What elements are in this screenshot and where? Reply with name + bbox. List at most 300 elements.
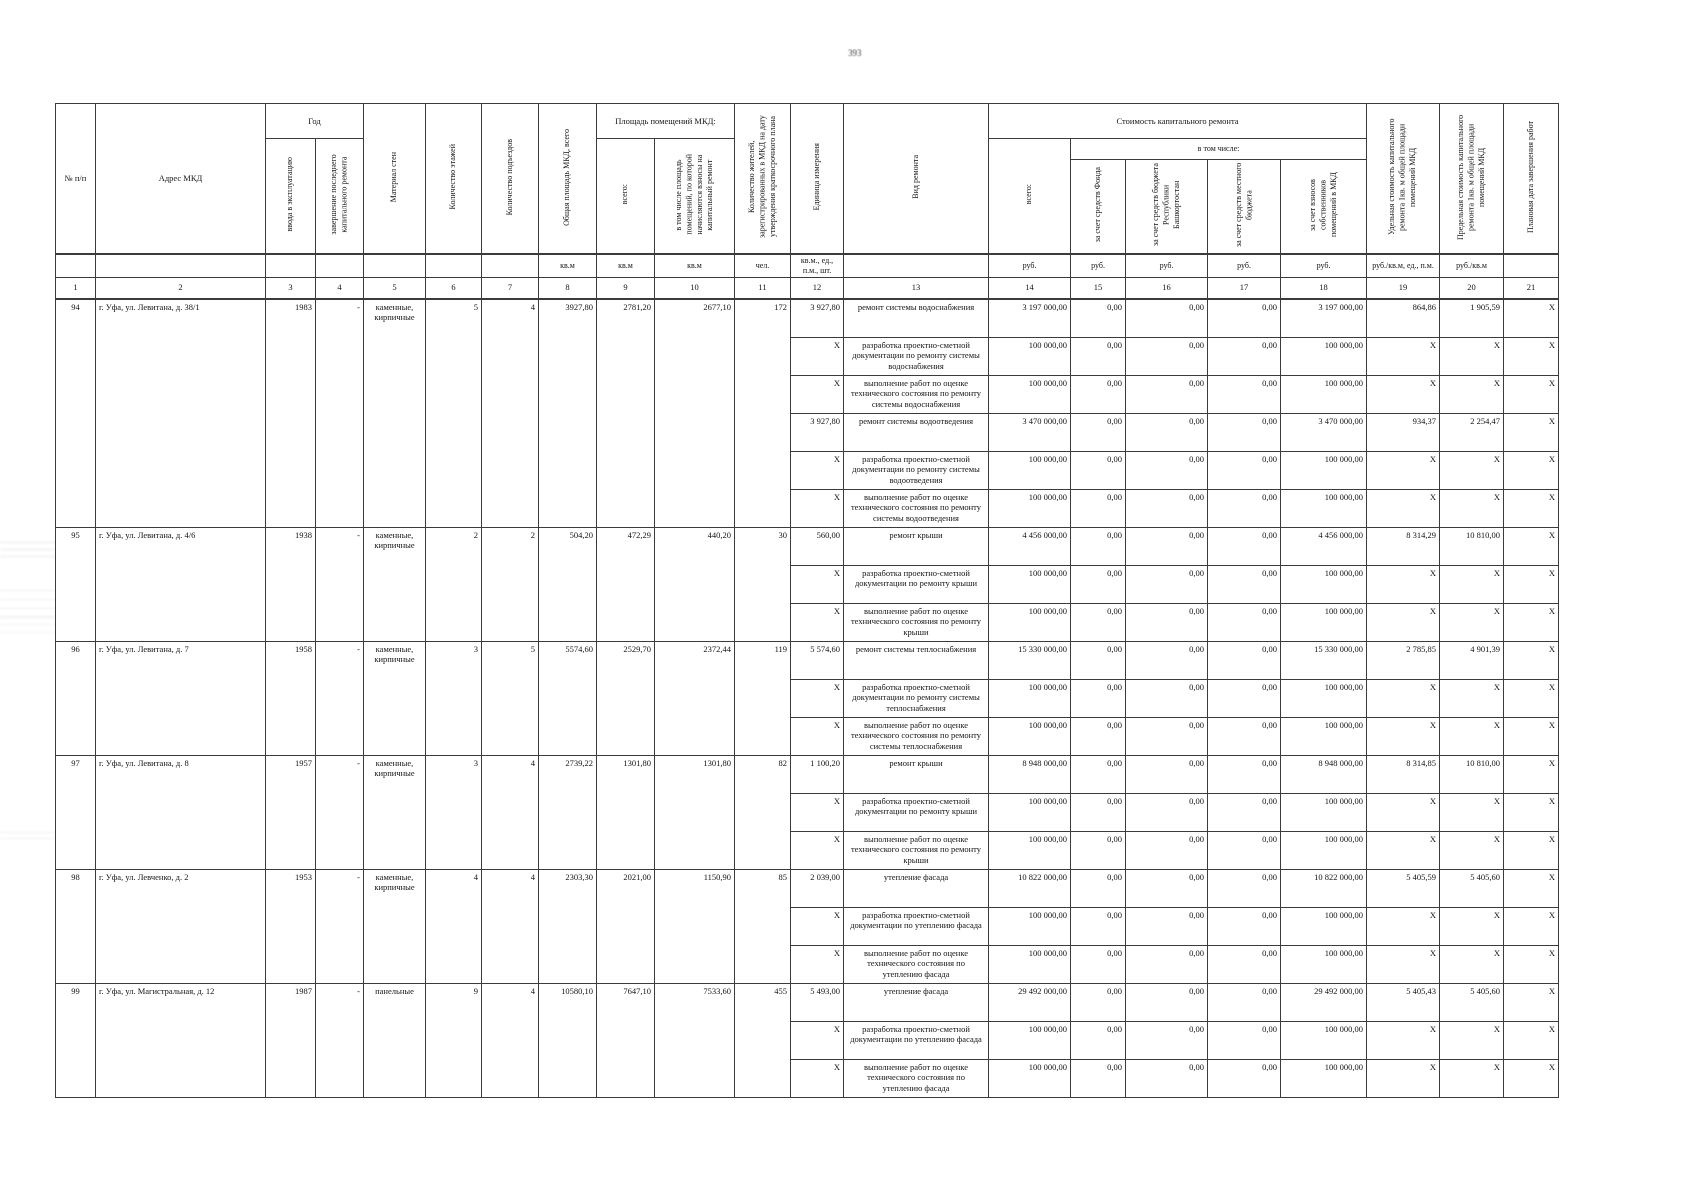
cost-fund-cell: 0,00 [1071, 641, 1126, 679]
max-cost-cell: 4 901,39 [1440, 641, 1504, 679]
cost-rb-budget-cell: 0,00 [1126, 565, 1208, 603]
floors-cell: 3 [426, 755, 482, 869]
unit-cost-cell: 934,37 [1367, 413, 1440, 451]
end-date-cell: X [1504, 945, 1559, 983]
max-cost-cell: 2 254,47 [1440, 413, 1504, 451]
max-cost-cell: X [1440, 831, 1504, 869]
cost-fund-cell: 0,00 [1071, 451, 1126, 489]
cost-rb-budget-cell: 0,00 [1126, 793, 1208, 831]
unit-cell-col-15: руб. [1071, 254, 1126, 278]
cost-rb-budget-cell: 0,00 [1126, 907, 1208, 945]
entrances-cell: 4 [482, 299, 539, 528]
premises-area-cell: 7647,10 [597, 983, 655, 1097]
work-qty-cell: X [791, 1021, 844, 1059]
cost-total-cell: 100 000,00 [989, 565, 1071, 603]
work-type-cell: разработка проектно-сметной документации по ремонту крыши [844, 565, 989, 603]
address-cell: г. Уфа, ул. Левитана, д. 38/1 [96, 299, 266, 528]
cost-total-cell: 100 000,00 [989, 679, 1071, 717]
num-cell: 94 [56, 299, 96, 528]
cost-total-cell: 10 822 000,00 [989, 869, 1071, 907]
cost-local-budget-cell: 0,00 [1208, 565, 1281, 603]
capital-repair-plan-table [55, 103, 1559, 1098]
unit-cost-cell: X [1367, 603, 1440, 641]
end-date-cell: X [1504, 679, 1559, 717]
cost-fund-cell: 0,00 [1071, 679, 1126, 717]
cost-owners-cell: 4 456 000,00 [1281, 527, 1367, 565]
unit-cell-col-4 [316, 254, 364, 278]
cost-total-cell: 100 000,00 [989, 831, 1071, 869]
work-qty-cell: X [791, 945, 844, 983]
work-type-cell: ремонт крыши [844, 755, 989, 793]
cost-local-budget-cell: 0,00 [1208, 451, 1281, 489]
end-date-cell: X [1504, 793, 1559, 831]
work-qty-cell: 3 927,80 [791, 413, 844, 451]
unit-cell-col-20: руб./кв.м [1440, 254, 1504, 278]
year-built-cell: 1938 [266, 527, 316, 641]
cost-owners-cell: 15 330 000,00 [1281, 641, 1367, 679]
capital-repair-plan-table-wrap [55, 103, 1559, 1098]
work-type-cell: выполнение работ по оценке технического состояния по утеплению фасада [844, 1059, 989, 1097]
unit-cell-col-14: руб. [989, 254, 1071, 278]
cost-rb-budget-cell: 0,00 [1126, 983, 1208, 1021]
cost-total-cell: 100 000,00 [989, 375, 1071, 413]
year-last-repair-cell: - [316, 527, 364, 641]
contrib-area-cell: 440,20 [655, 527, 735, 641]
wall-material-cell: каменные, кирпичные [364, 299, 426, 528]
premises-area-cell: 1301,80 [597, 755, 655, 869]
max-cost-cell: X [1440, 1059, 1504, 1097]
header-premises-total: всего: [597, 139, 655, 254]
premises-area-cell: 2529,70 [597, 641, 655, 755]
cost-rb-budget-cell: 0,00 [1126, 451, 1208, 489]
wall-material-cell: панельные [364, 983, 426, 1097]
cost-total-cell: 100 000,00 [989, 793, 1071, 831]
year-built-cell: 1987 [266, 983, 316, 1097]
colnum-cell-14: 14 [989, 277, 1071, 299]
cost-owners-cell: 100 000,00 [1281, 1059, 1367, 1097]
entrances-cell: 5 [482, 641, 539, 755]
cost-rb-budget-cell: 0,00 [1126, 945, 1208, 983]
building-row [56, 869, 1559, 907]
year-last-repair-cell: - [316, 755, 364, 869]
building-row [56, 755, 1559, 793]
header-contrib-area: в том числе площадь помещений, по которой начисляются взносы на капитальный ремонт [655, 139, 735, 254]
address-cell: г. Уфа, ул. Магистральная, д. 12 [96, 983, 266, 1097]
header-end-date: Плановая дата завершения работ [1504, 104, 1559, 254]
header-entrances: Количество подъездов [482, 104, 539, 254]
cost-owners-cell: 3 470 000,00 [1281, 413, 1367, 451]
colnum-cell-13: 13 [844, 277, 989, 299]
unit-cell-col-9: кв.м [597, 254, 655, 278]
unit-cost-cell: X [1367, 793, 1440, 831]
year-last-repair-cell: - [316, 641, 364, 755]
unit-cell-col-7 [482, 254, 539, 278]
cost-fund-cell: 0,00 [1071, 527, 1126, 565]
residents-cell: 30 [735, 527, 791, 641]
work-type-cell: ремонт системы водоотведения [844, 413, 989, 451]
max-cost-cell: X [1440, 489, 1504, 527]
contrib-area-cell: 2677,10 [655, 299, 735, 528]
max-cost-cell: X [1440, 375, 1504, 413]
max-cost-cell: X [1440, 679, 1504, 717]
total-area-cell: 5574,60 [539, 641, 597, 755]
contrib-area-cell: 2372,44 [655, 641, 735, 755]
cost-owners-cell: 100 000,00 [1281, 489, 1367, 527]
work-qty-cell: 3 927,80 [791, 299, 844, 338]
cost-owners-cell: 100 000,00 [1281, 603, 1367, 641]
header-work-type: Вид ремонта [844, 104, 989, 254]
building-row [56, 641, 1559, 679]
colnum-cell-19: 19 [1367, 277, 1440, 299]
work-qty-cell: X [791, 603, 844, 641]
unit-cell-col-13 [844, 254, 989, 278]
wall-material-cell: каменные, кирпичные [364, 755, 426, 869]
work-qty-cell: X [791, 451, 844, 489]
work-type-cell: утепление фасада [844, 983, 989, 1021]
unit-cell-col-17: руб. [1208, 254, 1281, 278]
work-qty-cell: 1 100,20 [791, 755, 844, 793]
work-type-cell: выполнение работ по оценке технического состояния по ремонту системы водоотведения [844, 489, 989, 527]
cost-fund-cell: 0,00 [1071, 983, 1126, 1021]
cost-rb-budget-cell: 0,00 [1126, 831, 1208, 869]
address-cell: г. Уфа, ул. Левитана, д. 8 [96, 755, 266, 869]
unit-cell-col-18: руб. [1281, 254, 1367, 278]
unit-cost-cell: X [1367, 489, 1440, 527]
cost-fund-cell: 0,00 [1071, 793, 1126, 831]
max-cost-cell: X [1440, 451, 1504, 489]
floors-cell: 3 [426, 641, 482, 755]
colnum-cell-17: 17 [1208, 277, 1281, 299]
unit-cell-col-12: кв.м., ед., п.м., шт. [791, 254, 844, 278]
year-last-repair-cell: - [316, 869, 364, 983]
colnum-cell-18: 18 [1281, 277, 1367, 299]
unit-cost-cell: X [1367, 831, 1440, 869]
max-cost-cell: X [1440, 1021, 1504, 1059]
work-qty-cell: 2 039,00 [791, 869, 844, 907]
building-row [56, 527, 1559, 565]
header-num: № п/п [56, 104, 96, 254]
cost-total-cell: 3 197 000,00 [989, 299, 1071, 338]
cost-fund-cell: 0,00 [1071, 907, 1126, 945]
table-header [56, 104, 1559, 299]
address-cell: г. Уфа, ул. Левитана, д. 4/6 [96, 527, 266, 641]
total-area-cell: 504,20 [539, 527, 597, 641]
end-date-cell: X [1504, 755, 1559, 793]
header-cost-group: Стоимость капитального ремонта [989, 104, 1367, 139]
end-date-cell: X [1504, 641, 1559, 679]
end-date-cell: X [1504, 603, 1559, 641]
end-date-cell: X [1504, 907, 1559, 945]
cost-local-budget-cell: 0,00 [1208, 299, 1281, 338]
cost-fund-cell: 0,00 [1071, 755, 1126, 793]
work-qty-cell: 5 493,00 [791, 983, 844, 1021]
colnum-cell-10: 10 [655, 277, 735, 299]
entrances-cell: 2 [482, 527, 539, 641]
header-year-last-repair: завершение последнего капитального ремонта [316, 139, 364, 254]
unit-cost-cell: X [1367, 565, 1440, 603]
header-year-built: ввода в эксплуатацию [266, 139, 316, 254]
total-area-cell: 3927,80 [539, 299, 597, 528]
contrib-area-cell: 1150,90 [655, 869, 735, 983]
column-numbers-row [56, 277, 1559, 299]
cost-fund-cell: 0,00 [1071, 565, 1126, 603]
cost-rb-budget-cell: 0,00 [1126, 1059, 1208, 1097]
max-cost-cell: X [1440, 603, 1504, 641]
address-cell: г. Уфа, ул. Левченко, д. 2 [96, 869, 266, 983]
cost-owners-cell: 100 000,00 [1281, 1021, 1367, 1059]
cost-fund-cell: 0,00 [1071, 831, 1126, 869]
header-residents: Количество жителей, зарегистрированных в МКД на дату утверждения краткосрочного плана [735, 104, 791, 254]
unit-cost-cell: 5 405,59 [1367, 869, 1440, 907]
cost-local-budget-cell: 0,00 [1208, 945, 1281, 983]
colnum-cell-21: 21 [1504, 277, 1559, 299]
work-type-cell: выполнение работ по оценке технического состояния по ремонту крыши [844, 831, 989, 869]
table-body [56, 299, 1559, 1098]
cost-owners-cell: 3 197 000,00 [1281, 299, 1367, 338]
colnum-cell-11: 11 [735, 277, 791, 299]
cost-total-cell: 100 000,00 [989, 337, 1071, 375]
cost-owners-cell: 100 000,00 [1281, 717, 1367, 755]
cost-local-budget-cell: 0,00 [1208, 907, 1281, 945]
work-type-cell: выполнение работ по оценке технического состояния по ремонту крыши [844, 603, 989, 641]
max-cost-cell: 10 810,00 [1440, 527, 1504, 565]
address-cell: г. Уфа, ул. Левитана, д. 7 [96, 641, 266, 755]
residents-cell: 455 [735, 983, 791, 1097]
max-cost-cell: X [1440, 907, 1504, 945]
entrances-cell: 4 [482, 983, 539, 1097]
cost-total-cell: 100 000,00 [989, 1021, 1071, 1059]
cost-owners-cell: 10 822 000,00 [1281, 869, 1367, 907]
colnum-cell-15: 15 [1071, 277, 1126, 299]
cost-fund-cell: 0,00 [1071, 869, 1126, 907]
work-type-cell: разработка проектно-сметной документации по ремонту крыши [844, 793, 989, 831]
cost-owners-cell: 100 000,00 [1281, 679, 1367, 717]
contrib-area-cell: 7533,60 [655, 983, 735, 1097]
colnum-cell-2: 2 [96, 277, 266, 299]
entrances-cell: 4 [482, 869, 539, 983]
unit-cell-col-3 [266, 254, 316, 278]
cost-local-budget-cell: 0,00 [1208, 755, 1281, 793]
cost-total-cell: 15 330 000,00 [989, 641, 1071, 679]
cost-owners-cell: 100 000,00 [1281, 337, 1367, 375]
unit-cost-cell: X [1367, 1059, 1440, 1097]
unit-cost-cell: X [1367, 907, 1440, 945]
header-cost-rb-budget: за счет средств бюджета Республики Башкортостан [1126, 160, 1208, 254]
header-year-group: Год [266, 104, 364, 139]
unit-cell-col-2 [96, 254, 266, 278]
cost-fund-cell: 0,00 [1071, 1059, 1126, 1097]
colnum-cell-8: 8 [539, 277, 597, 299]
cost-rb-budget-cell: 0,00 [1126, 413, 1208, 451]
residents-cell: 172 [735, 299, 791, 528]
max-cost-cell: X [1440, 717, 1504, 755]
premises-area-cell: 472,29 [597, 527, 655, 641]
colnum-cell-4: 4 [316, 277, 364, 299]
header-unit-cost: Удельная стоимость капитального ремонта 1кв. м общей площади помещений МКД [1367, 104, 1440, 254]
total-area-cell: 2739,22 [539, 755, 597, 869]
work-type-cell: ремонт крыши [844, 527, 989, 565]
floors-cell: 5 [426, 299, 482, 528]
end-date-cell: X [1504, 1021, 1559, 1059]
colnum-cell-12: 12 [791, 277, 844, 299]
cost-rb-budget-cell: 0,00 [1126, 299, 1208, 338]
cost-total-cell: 100 000,00 [989, 489, 1071, 527]
cost-rb-budget-cell: 0,00 [1126, 375, 1208, 413]
colnum-cell-1: 1 [56, 277, 96, 299]
colnum-cell-20: 20 [1440, 277, 1504, 299]
cost-fund-cell: 0,00 [1071, 299, 1126, 338]
year-built-cell: 1958 [266, 641, 316, 755]
colnum-cell-16: 16 [1126, 277, 1208, 299]
floors-cell: 9 [426, 983, 482, 1097]
cost-total-cell: 100 000,00 [989, 1059, 1071, 1097]
cost-rb-budget-cell: 0,00 [1126, 869, 1208, 907]
work-type-cell: разработка проектно-сметной документации по утеплению фасада [844, 1021, 989, 1059]
num-cell: 96 [56, 641, 96, 755]
cost-owners-cell: 100 000,00 [1281, 945, 1367, 983]
entrances-cell: 4 [482, 755, 539, 869]
cost-owners-cell: 8 948 000,00 [1281, 755, 1367, 793]
unit-cell-col-19: руб./кв.м, ед., п.м. [1367, 254, 1440, 278]
contrib-area-cell: 1301,80 [655, 755, 735, 869]
cost-owners-cell: 100 000,00 [1281, 831, 1367, 869]
colnum-cell-7: 7 [482, 277, 539, 299]
year-built-cell: 1953 [266, 869, 316, 983]
cost-local-budget-cell: 0,00 [1208, 527, 1281, 565]
header-cost-fund: за счет средств Фонда [1071, 160, 1126, 254]
cost-rb-budget-cell: 0,00 [1126, 337, 1208, 375]
year-built-cell: 1983 [266, 299, 316, 528]
year-last-repair-cell: - [316, 983, 364, 1097]
cost-fund-cell: 0,00 [1071, 603, 1126, 641]
cost-local-budget-cell: 0,00 [1208, 717, 1281, 755]
floors-cell: 2 [426, 527, 482, 641]
cost-local-budget-cell: 0,00 [1208, 337, 1281, 375]
cost-owners-cell: 100 000,00 [1281, 907, 1367, 945]
unit-cost-cell: 864,86 [1367, 299, 1440, 338]
end-date-cell: X [1504, 337, 1559, 375]
max-cost-cell: X [1440, 793, 1504, 831]
cost-total-cell: 29 492 000,00 [989, 983, 1071, 1021]
colnum-cell-6: 6 [426, 277, 482, 299]
cost-fund-cell: 0,00 [1071, 337, 1126, 375]
unit-cost-cell: 8 314,29 [1367, 527, 1440, 565]
wall-material-cell: каменные, кирпичные [364, 641, 426, 755]
num-cell: 98 [56, 869, 96, 983]
premises-area-cell: 2781,20 [597, 299, 655, 528]
header-cost-total: всего: [989, 139, 1071, 254]
unit-cost-cell: X [1367, 337, 1440, 375]
wall-material-cell: каменные, кирпичные [364, 527, 426, 641]
work-qty-cell: X [791, 679, 844, 717]
work-qty-cell: X [791, 489, 844, 527]
cost-local-budget-cell: 0,00 [1208, 679, 1281, 717]
unit-cell-col-6 [426, 254, 482, 278]
work-qty-cell: X [791, 1059, 844, 1097]
end-date-cell: X [1504, 489, 1559, 527]
cost-rb-budget-cell: 0,00 [1126, 755, 1208, 793]
year-built-cell: 1957 [266, 755, 316, 869]
cost-local-budget-cell: 0,00 [1208, 603, 1281, 641]
colnum-cell-3: 3 [266, 277, 316, 299]
cost-total-cell: 100 000,00 [989, 451, 1071, 489]
residents-cell: 119 [735, 641, 791, 755]
total-area-cell: 10580,10 [539, 983, 597, 1097]
unit-cost-cell: X [1367, 375, 1440, 413]
residents-cell: 82 [735, 755, 791, 869]
work-type-cell: выполнение работ по оценке технического состояния по ремонту системы теплоснабжения [844, 717, 989, 755]
work-qty-cell: 560,00 [791, 527, 844, 565]
wall-material-cell: каменные, кирпичные [364, 869, 426, 983]
colnum-cell-5: 5 [364, 277, 426, 299]
end-date-cell: X [1504, 527, 1559, 565]
work-type-cell: ремонт системы теплоснабжения [844, 641, 989, 679]
header-max-cost: Предельная стоимость капитального ремонта 1кв. м общей площади помещений МКД [1440, 104, 1504, 254]
cost-rb-budget-cell: 0,00 [1126, 603, 1208, 641]
work-type-cell: утепление фасада [844, 869, 989, 907]
end-date-cell: X [1504, 375, 1559, 413]
cost-fund-cell: 0,00 [1071, 489, 1126, 527]
work-type-cell: выполнение работ по оценке технического состояния по ремонту системы водоснабжения [844, 375, 989, 413]
header-cost-owners: за счет взносов собственников помещений в МКД [1281, 160, 1367, 254]
premises-area-cell: 2021,00 [597, 869, 655, 983]
header-band-1 [56, 104, 1559, 139]
header-material: Материал стен [364, 104, 426, 254]
unit-cell-col-10: кв.м [655, 254, 735, 278]
header-address: Адрес МКД [96, 104, 266, 254]
work-qty-cell: X [791, 793, 844, 831]
max-cost-cell: X [1440, 565, 1504, 603]
end-date-cell: X [1504, 983, 1559, 1021]
end-date-cell: X [1504, 299, 1559, 338]
total-area-cell: 2303,30 [539, 869, 597, 983]
end-date-cell: X [1504, 451, 1559, 489]
work-type-cell: разработка проектно-сметной документации по ремонту системы водоотведения [844, 451, 989, 489]
cost-total-cell: 100 000,00 [989, 603, 1071, 641]
colnum-cell-9: 9 [597, 277, 655, 299]
num-cell: 99 [56, 983, 96, 1097]
cost-rb-budget-cell: 0,00 [1126, 527, 1208, 565]
end-date-cell: X [1504, 565, 1559, 603]
work-qty-cell: X [791, 717, 844, 755]
unit-cell-col-8: кв.м [539, 254, 597, 278]
cost-local-budget-cell: 0,00 [1208, 831, 1281, 869]
cost-total-cell: 3 470 000,00 [989, 413, 1071, 451]
cost-local-budget-cell: 0,00 [1208, 1021, 1281, 1059]
unit-cell-col-5 [364, 254, 426, 278]
cost-local-budget-cell: 0,00 [1208, 489, 1281, 527]
units-row [56, 254, 1559, 278]
cost-fund-cell: 0,00 [1071, 717, 1126, 755]
unit-cost-cell: 2 785,85 [1367, 641, 1440, 679]
work-type-cell: разработка проектно-сметной документации по утеплению фасада [844, 907, 989, 945]
cost-rb-budget-cell: 0,00 [1126, 679, 1208, 717]
work-type-cell: выполнение работ по оценке технического состояния по утеплению фасада [844, 945, 989, 983]
unit-cell-col-11: чел. [735, 254, 791, 278]
work-type-cell: ремонт системы водоснабжения [844, 299, 989, 338]
year-last-repair-cell: - [316, 299, 364, 528]
cost-rb-budget-cell: 0,00 [1126, 1021, 1208, 1059]
cost-local-budget-cell: 0,00 [1208, 869, 1281, 907]
cost-total-cell: 100 000,00 [989, 945, 1071, 983]
cost-rb-budget-cell: 0,00 [1126, 641, 1208, 679]
end-date-cell: X [1504, 869, 1559, 907]
cost-local-budget-cell: 0,00 [1208, 375, 1281, 413]
work-qty-cell: X [791, 337, 844, 375]
max-cost-cell: 1 905,59 [1440, 299, 1504, 338]
header-unit-of-measure: Единица измерения [791, 104, 844, 254]
cost-owners-cell: 100 000,00 [1281, 565, 1367, 603]
